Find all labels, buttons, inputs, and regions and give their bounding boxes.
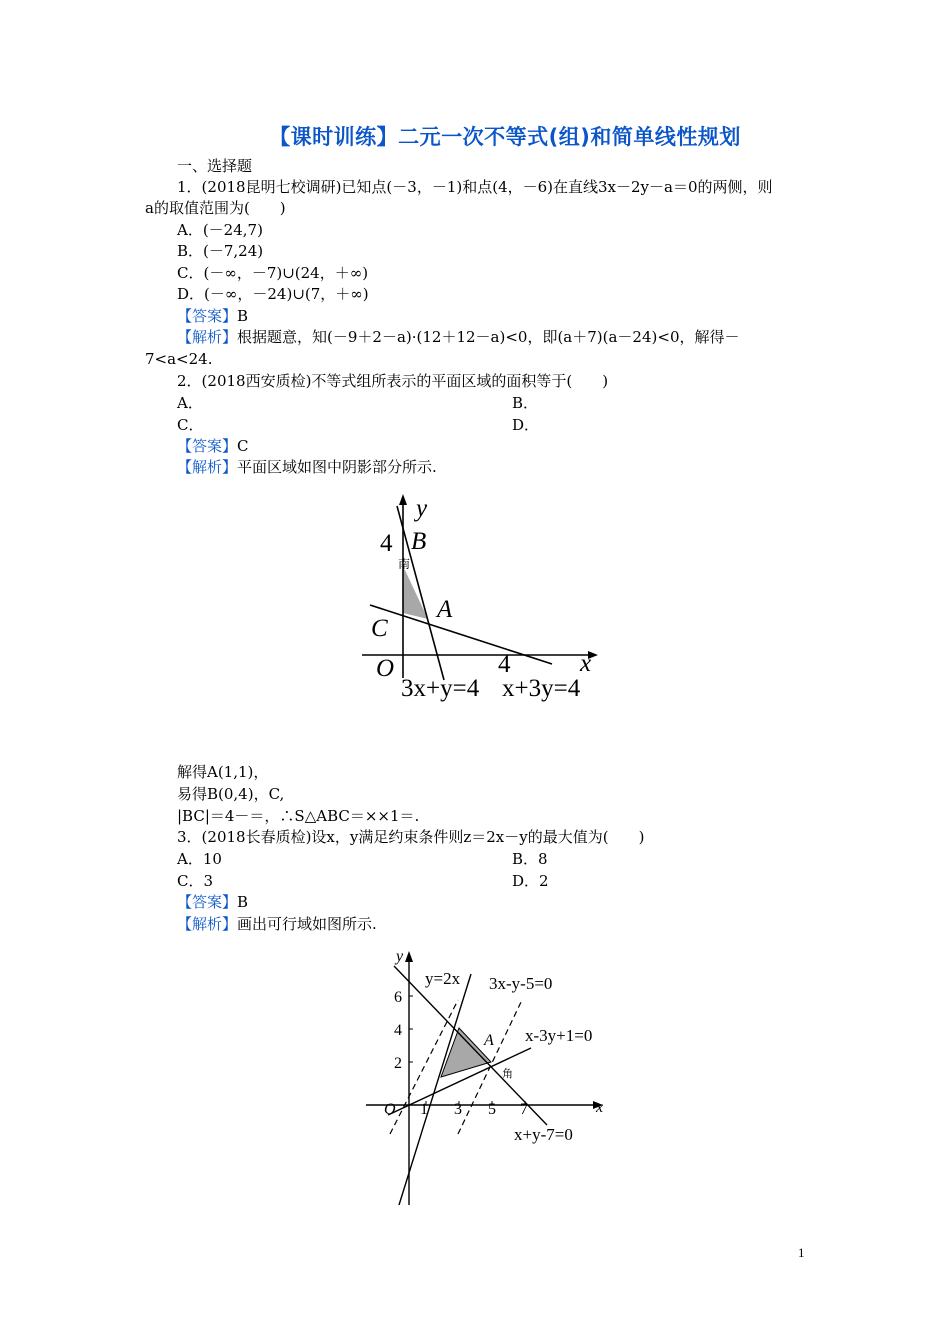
section-heading: 一、选择题 [177, 157, 253, 175]
origin-label: O [376, 655, 395, 682]
point-a-label: A [484, 1032, 494, 1049]
q1-stem-line2: a的取值范围为( ) [145, 199, 286, 217]
y-axis-arrow [405, 951, 413, 962]
q2-option-c: C． [177, 416, 204, 434]
analysis-text: 画出可行域如图所示. [237, 915, 377, 933]
x-tick-5: 5 [488, 1101, 496, 1118]
analysis-text: 平面区域如图中阴影部分所示. [237, 458, 437, 476]
q2-analysis [177, 457, 437, 477]
q1-option-c: C．(－∞，－7)∪(24，＋∞) [177, 264, 369, 282]
x-label: x [580, 650, 592, 677]
answer-tag: 【答案】 [177, 893, 238, 911]
q1-answer [177, 306, 248, 326]
figure-feasible-region-q3 [360, 940, 620, 1210]
point-b-label: B [411, 528, 427, 555]
line-label-x-plus-3y: x+3y=4 [502, 675, 581, 702]
artifact-glyph: 角 [502, 1068, 513, 1080]
q1-analysis-line1 [177, 327, 740, 347]
q1-option-a: A．(－24,7) [177, 221, 263, 239]
q1-analysis-line2: 7<a<24. [145, 350, 213, 368]
x-tick-4: 4 [498, 651, 511, 678]
x-tick-1: 1 [420, 1101, 428, 1118]
q2-stem: 2．(2018西安质检)不等式组所表示的平面区域的面积等于( ) [177, 372, 609, 390]
analysis-text: 根据题意，知(－9＋2－a)·(12＋12－a)<0，即(a＋7)(a－24)<0，解得－ [237, 328, 740, 346]
q2-solution-line3: |BC|＝4－＝，∴S△ABC＝××1＝. [177, 807, 420, 825]
answer-value: B [237, 307, 249, 325]
q2-option-b: B． [512, 394, 539, 412]
line-label-3x-y-5: 3x-y-5=0 [489, 974, 553, 993]
q3-option-c: C．3 [177, 872, 214, 890]
q3-answer [177, 892, 248, 912]
q3-option-b: B．8 [512, 850, 548, 868]
figure-region-q2 [350, 488, 610, 702]
y-label: y [416, 495, 428, 522]
analysis-tag: 【解析】 [177, 458, 238, 476]
page-number: 1 [798, 1245, 805, 1260]
analysis-tag: 【解析】 [177, 915, 238, 933]
answer-tag: 【答案】 [177, 437, 238, 455]
artifact-glyph: 南 [398, 557, 411, 571]
line-label-x-3y-plus-1: x-3y+1=0 [525, 1026, 593, 1045]
point-a-label: A [437, 596, 453, 623]
line-label-y-2x: y=2x [425, 969, 461, 988]
y-tick-2: 2 [394, 1055, 402, 1072]
y-tick-4: 4 [380, 530, 393, 557]
q3-option-a: A．10 [177, 850, 222, 868]
y-tick-4: 4 [394, 1022, 402, 1039]
q2-solution-line2: 易得B(0,4)，C, [177, 785, 285, 803]
line-label-3x-plus-y: 3x+y=4 [401, 675, 480, 702]
q2-solution-line1: 解得A(1,1)， [177, 763, 269, 781]
q3-stem: 3．(2018长春质检)设x，y满足约束条件则z＝2x－y的最大值为( ) [177, 828, 645, 846]
point-c-label: C [371, 615, 388, 642]
analysis-tag: 【解析】 [177, 328, 238, 346]
answer-value: C [237, 437, 249, 455]
q3-option-d: D．2 [512, 872, 549, 890]
q2-answer [177, 436, 249, 456]
q2-option-d: D． [512, 416, 540, 434]
answer-tag: 【答案】 [177, 307, 238, 325]
line-label-x-plus-y-7: x+y-7=0 [514, 1125, 573, 1144]
q2-option-a: A． [177, 394, 203, 412]
x-tick-7: 7 [520, 1101, 528, 1118]
x-label: x [596, 1099, 604, 1116]
y-axis-arrow [399, 494, 407, 505]
q3-analysis [177, 914, 377, 934]
y-tick-6: 6 [394, 989, 402, 1006]
origin-label: O [384, 1101, 396, 1118]
q1-option-b: B．(－7,24) [177, 242, 264, 260]
q1-stem-line1: 1．(2018昆明七校调研)已知点(－3，－1)和点(4，－6)在直线3x－2y－a＝0的两侧，则 [177, 178, 773, 196]
q1-option-d: D．(－∞，－24)∪(7，＋∞) [177, 285, 369, 303]
y-label: y [396, 948, 404, 965]
page-title: 【课时训练】二元一次不等式(组)和简单线性规划 [269, 125, 741, 149]
x-tick-3: 3 [454, 1101, 462, 1118]
answer-value: B [237, 893, 249, 911]
